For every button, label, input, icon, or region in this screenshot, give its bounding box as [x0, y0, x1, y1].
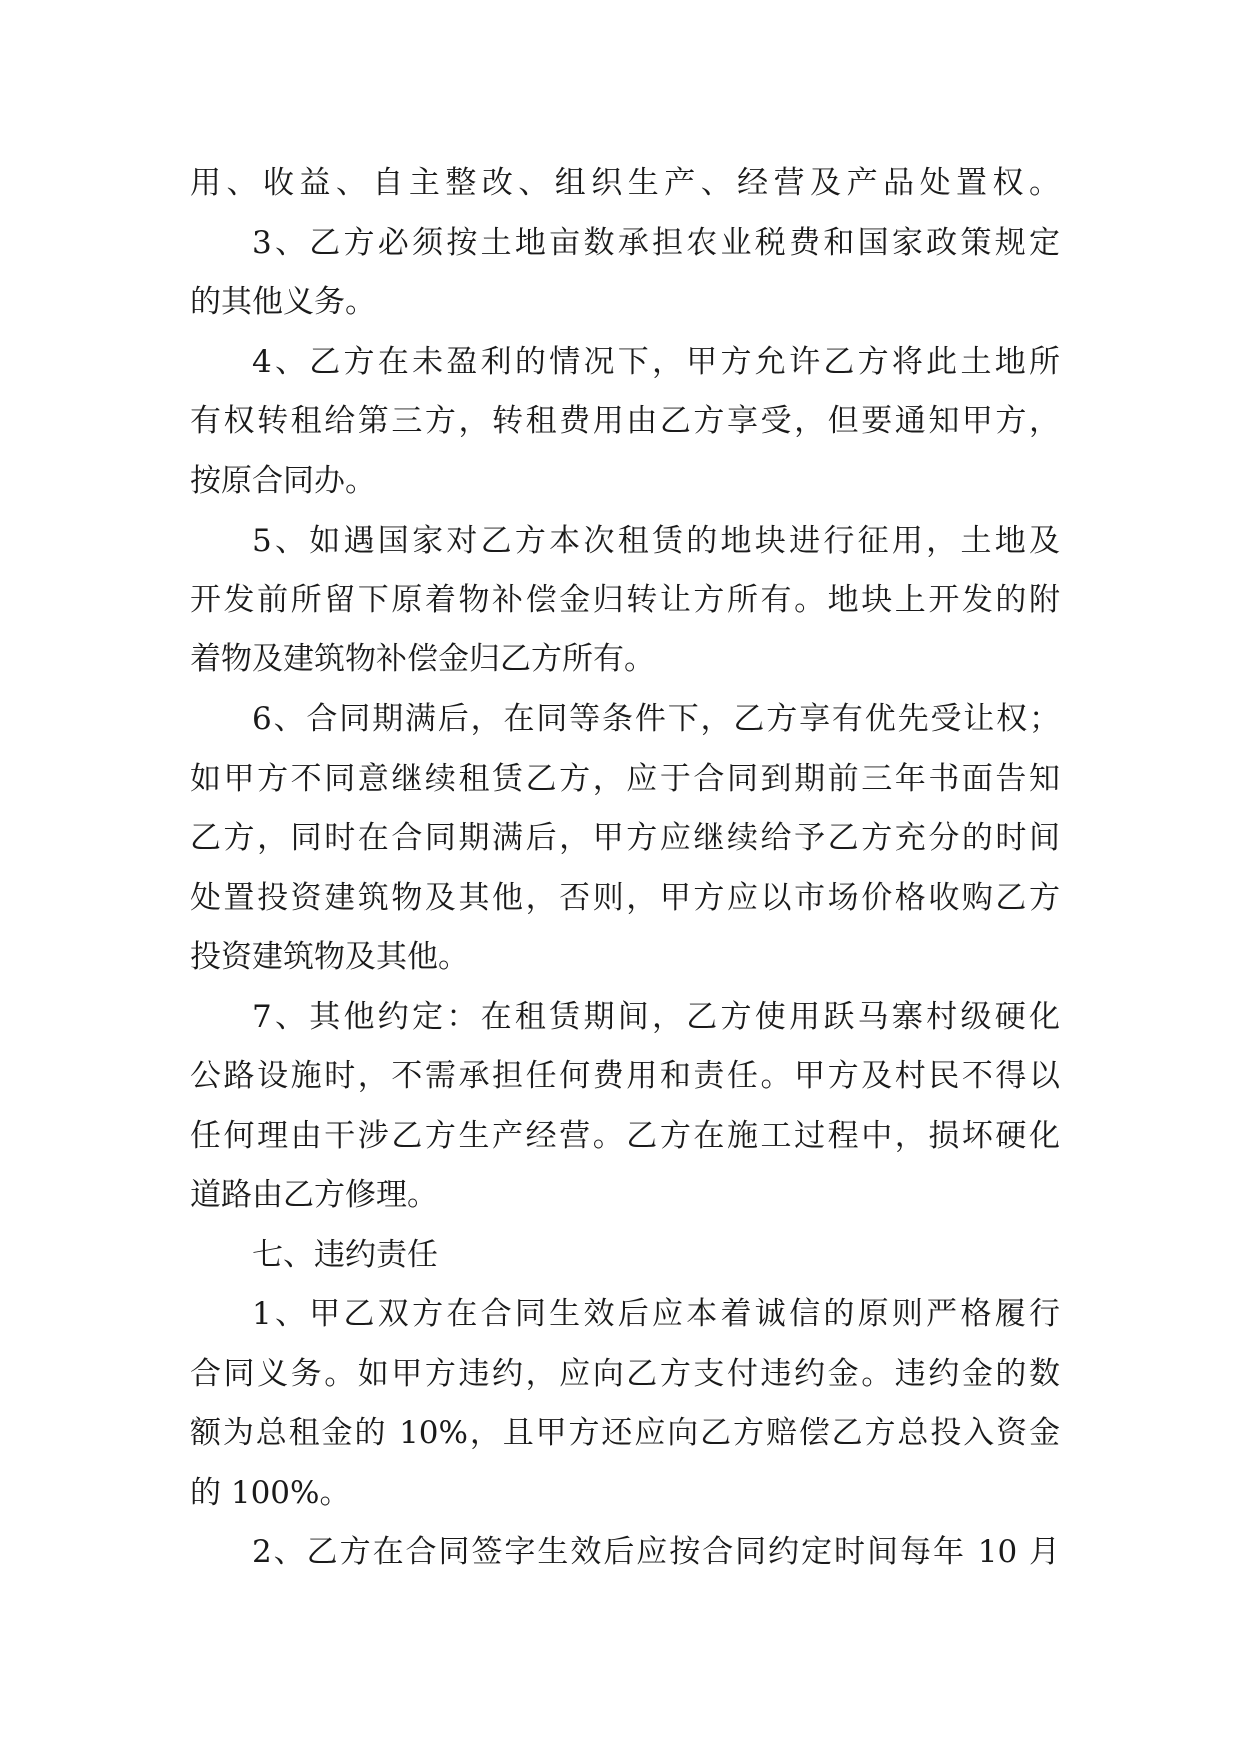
text-line: 2、乙方在合同签字生效后应按合同约定时间每年 10 月 — [252, 1534, 1060, 1570]
text-line: 投资建筑物及其他。 — [190, 939, 469, 975]
text-line: 7、其他约定：在租赁期间，乙方使用跃马寨村级硬化 — [252, 999, 1060, 1035]
text-line: 道路由乙方修理。 — [190, 1177, 438, 1213]
text-line: 1、甲乙双方在合同生效后应本着诚信的原则严格履行 — [252, 1296, 1060, 1332]
text-line: 有权转租给第三方，转租费用由乙方享受，但要通知甲方， — [190, 403, 1060, 439]
text-line: 任何理由干涉乙方生产经营。乙方在施工过程中，损坏硬化 — [190, 1118, 1060, 1154]
text-line: 合同义务。如甲方违约，应向乙方支付违约金。违约金的数 — [190, 1356, 1060, 1392]
text-line: 着物及建筑物补偿金归乙方所有。 — [190, 641, 655, 677]
text-line: 4、乙方在未盈利的情况下，甲方允许乙方将此土地所 — [252, 344, 1060, 380]
text-line: 公路设施时，不需承担任何费用和责任。甲方及村民不得以 — [190, 1058, 1060, 1094]
text-line: 如甲方不同意继续租赁乙方，应于合同到期前三年书面告知 — [190, 761, 1060, 797]
text-line: 开发前所留下原着物补偿金归转让方所有。地块上开发的附 — [190, 582, 1060, 618]
text-line: 的其他义务。 — [190, 284, 376, 320]
text-line: 6、合同期满后，在同等条件下，乙方享有优先受让权； — [252, 701, 1060, 737]
text-line: 的 100%。 — [190, 1475, 351, 1511]
text-line: 用、收益、自主整改、组织生产、经营及产品处置权。 — [190, 165, 1060, 201]
text-line: 乙方，同时在合同期满后，甲方应继续给予乙方充分的时间 — [190, 820, 1060, 856]
text-line: 额为总租金的 10%，且甲方还应向乙方赔偿乙方总投入资金 — [190, 1415, 1060, 1451]
text-line: 按原合同办。 — [190, 463, 376, 499]
section-heading: 七、违约责任 — [252, 1237, 438, 1273]
text-line: 3、乙方必须按土地亩数承担农业税费和国家政策规定 — [252, 225, 1060, 261]
text-line: 处置投资建筑物及其他，否则，甲方应以市场价格收购乙方 — [190, 880, 1060, 916]
text-line: 5、如遇国家对乙方本次租赁的地块进行征用，土地及 — [252, 523, 1060, 559]
